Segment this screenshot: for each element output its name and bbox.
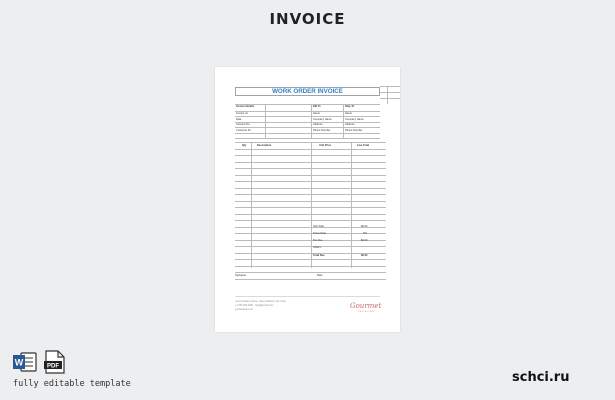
invoice-document bbox=[215, 67, 400, 332]
brand-watermark: schci.ru bbox=[512, 370, 570, 385]
totals-tax-rate-label: Taxes Rate bbox=[313, 232, 326, 235]
signature-label: Signature bbox=[235, 274, 247, 277]
bill-to-address: Address bbox=[313, 123, 323, 126]
word-format-icon bbox=[12, 350, 38, 374]
column-line-total: Line Total bbox=[357, 144, 370, 147]
tagline: fully editable template bbox=[13, 379, 131, 389]
ship-to-heading: Ship To bbox=[345, 105, 355, 108]
column-unit-price: Unit Price bbox=[319, 144, 332, 147]
invoice-title: WORK ORDER INVOICE bbox=[235, 87, 380, 96]
word-icon-letter: W bbox=[14, 357, 24, 368]
company-logo-subtitle: RESTAURANT bbox=[358, 311, 376, 313]
bill-to-name: Name bbox=[313, 112, 320, 115]
ship-to-phone: Phone Number bbox=[345, 128, 363, 132]
bill-to-heading: Bill To bbox=[313, 105, 321, 108]
bill-to-phone: Phone Number bbox=[313, 128, 331, 132]
invoice-details-heading: Invoice Details bbox=[236, 105, 255, 108]
totals-subtotal-label: Sub Total bbox=[313, 225, 324, 228]
ship-to-company: Company Name bbox=[345, 117, 364, 121]
pdf-format-icon bbox=[42, 350, 68, 374]
totals-others-label: Others bbox=[313, 246, 321, 249]
totals-total-due-label: Total Due bbox=[313, 253, 325, 257]
footer-line-3: yourwebsite.com bbox=[235, 308, 253, 311]
totals-tax-rate-value: 0% bbox=[363, 232, 367, 235]
bill-to-company: Company Name bbox=[313, 117, 332, 121]
field-date: Date bbox=[236, 117, 242, 121]
field-account-no: Account No. bbox=[236, 123, 251, 126]
totals-total-due-value: $0.00 bbox=[361, 253, 368, 257]
ship-to-name: Name bbox=[345, 112, 352, 115]
footer-line-1: Your Company Name, Street Address, Zip Code bbox=[235, 300, 286, 303]
ship-to-address: Address bbox=[345, 123, 355, 126]
totals-tax-due-value: $0.00 bbox=[361, 239, 368, 242]
footer-line-2: +1 000 000 0000 · hello@email.com bbox=[235, 304, 274, 307]
totals-subtotal-value: $0.00 bbox=[361, 225, 368, 228]
field-invoice-no: Invoice no. bbox=[236, 112, 249, 115]
page-title: INVOICE bbox=[269, 10, 346, 28]
totals-tax-due-label: Tax Due bbox=[313, 239, 323, 242]
company-logo: Gourmet bbox=[350, 302, 382, 310]
field-customer-id: Customer ID bbox=[236, 128, 251, 132]
column-qty: Qty bbox=[242, 144, 247, 147]
date-label: Date bbox=[317, 274, 323, 277]
column-description: Description bbox=[257, 144, 272, 147]
pdf-icon-label: PDF bbox=[47, 363, 59, 370]
